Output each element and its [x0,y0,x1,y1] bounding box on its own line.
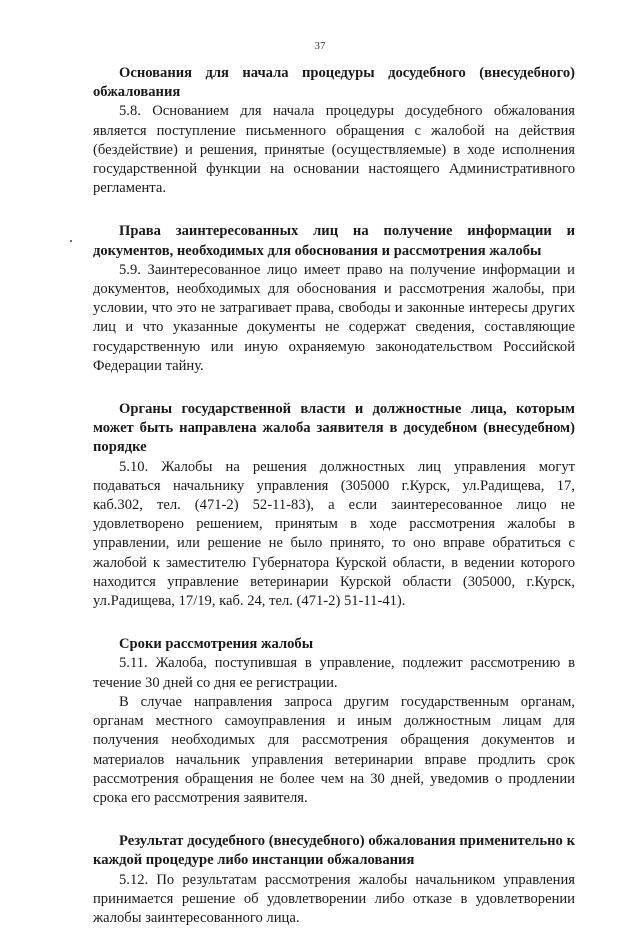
section-heading: Права заинтересованных лиц на получение информации и документов, необходимых для обоснования и рассмотрения жалобы [93,223,575,259]
page-number: 37 [314,40,326,52]
document-body [93,64,575,928]
section-heading: Сроки рассмотрения жалобы [119,636,314,653]
section-authorities [93,400,575,611]
paragraph: 5.11. Жалоба, поступившая в управление, подлежит рассмотрению в течение 30 дней со дня ее регистрации. [93,655,575,691]
paragraph: 5.9. Заинтересованное лицо имеет право на получение информации и документов, необходимых для обоснования и рассмотрения жалобы, при условии, что это не затрагивает права, свободы и законные интересы других лиц и что указанные документы не содержат сведения, составляющие государственную или иную охраняемую законодательством Российской Федерации тайну. [93,261,575,374]
paragraph: 5.12. По результатам рассмотрения жалобы начальником управления принимается решение об удовлетворении либо отказе в удовлетворении жалобы заинтересованного лица. [93,871,575,926]
section-appeal-result [93,832,575,928]
section-heading: Органы государственной власти и должностные лица, которым может быть направлена жалоба заявителя в досудебном (внесудебном) порядке [93,401,575,456]
scan-speck [70,240,72,242]
section-heading: Результат досудебного (внесудебного) обжалования применительно к каждой процедуре либо инстанции обжалования [93,833,575,869]
paragraph: 5.8. Основанием для начала процедуры досудебного обжалования является поступление письменного обращения с жалобой на действия (бездействие) и решения, принятые (осуществляемые) в ходе исполнения государственной функции на основании настоящего Административного регламента. [93,103,575,197]
section-complaint-grounds [93,64,575,198]
section-rights-of-interested-persons [93,222,575,376]
paragraph: 5.10. Жалобы на решения должностных лиц управления могут подаваться начальнику управления (305000 г.Курск, ул.Радищева, 17, каб.302, тел. (471-2) 52-11-83), а если заинтересованное лицо не удовлетворено решением, принятым в ходе рассмотрения жалобы в управлении, или решение не было принято, то оно вправе обратиться с жалобой к заместителю Губернатора Курской области, в ведении которого находится управление ветеринарии Курской области (305000, г.Курск, ул.Радищева, 17/19, каб. 24, тел. (471-2) 51-11-41). [93,458,575,610]
section-review-deadlines [93,635,575,808]
paragraph: В случае направления запроса другим государственным органам, органам местного самоуправления и иным должностным лицам для получения необходимых для рассмотрения обращения документов и материалов начальник управления ветеринарии вправе продлить срок рассмотрения обращения не более чем на 30 дней, уведомив о продлении срока его рассмотрения заявителя. [93,693,575,806]
section-heading: Основания для начала процедуры досудебного (внесудебного) обжалования [93,65,575,101]
